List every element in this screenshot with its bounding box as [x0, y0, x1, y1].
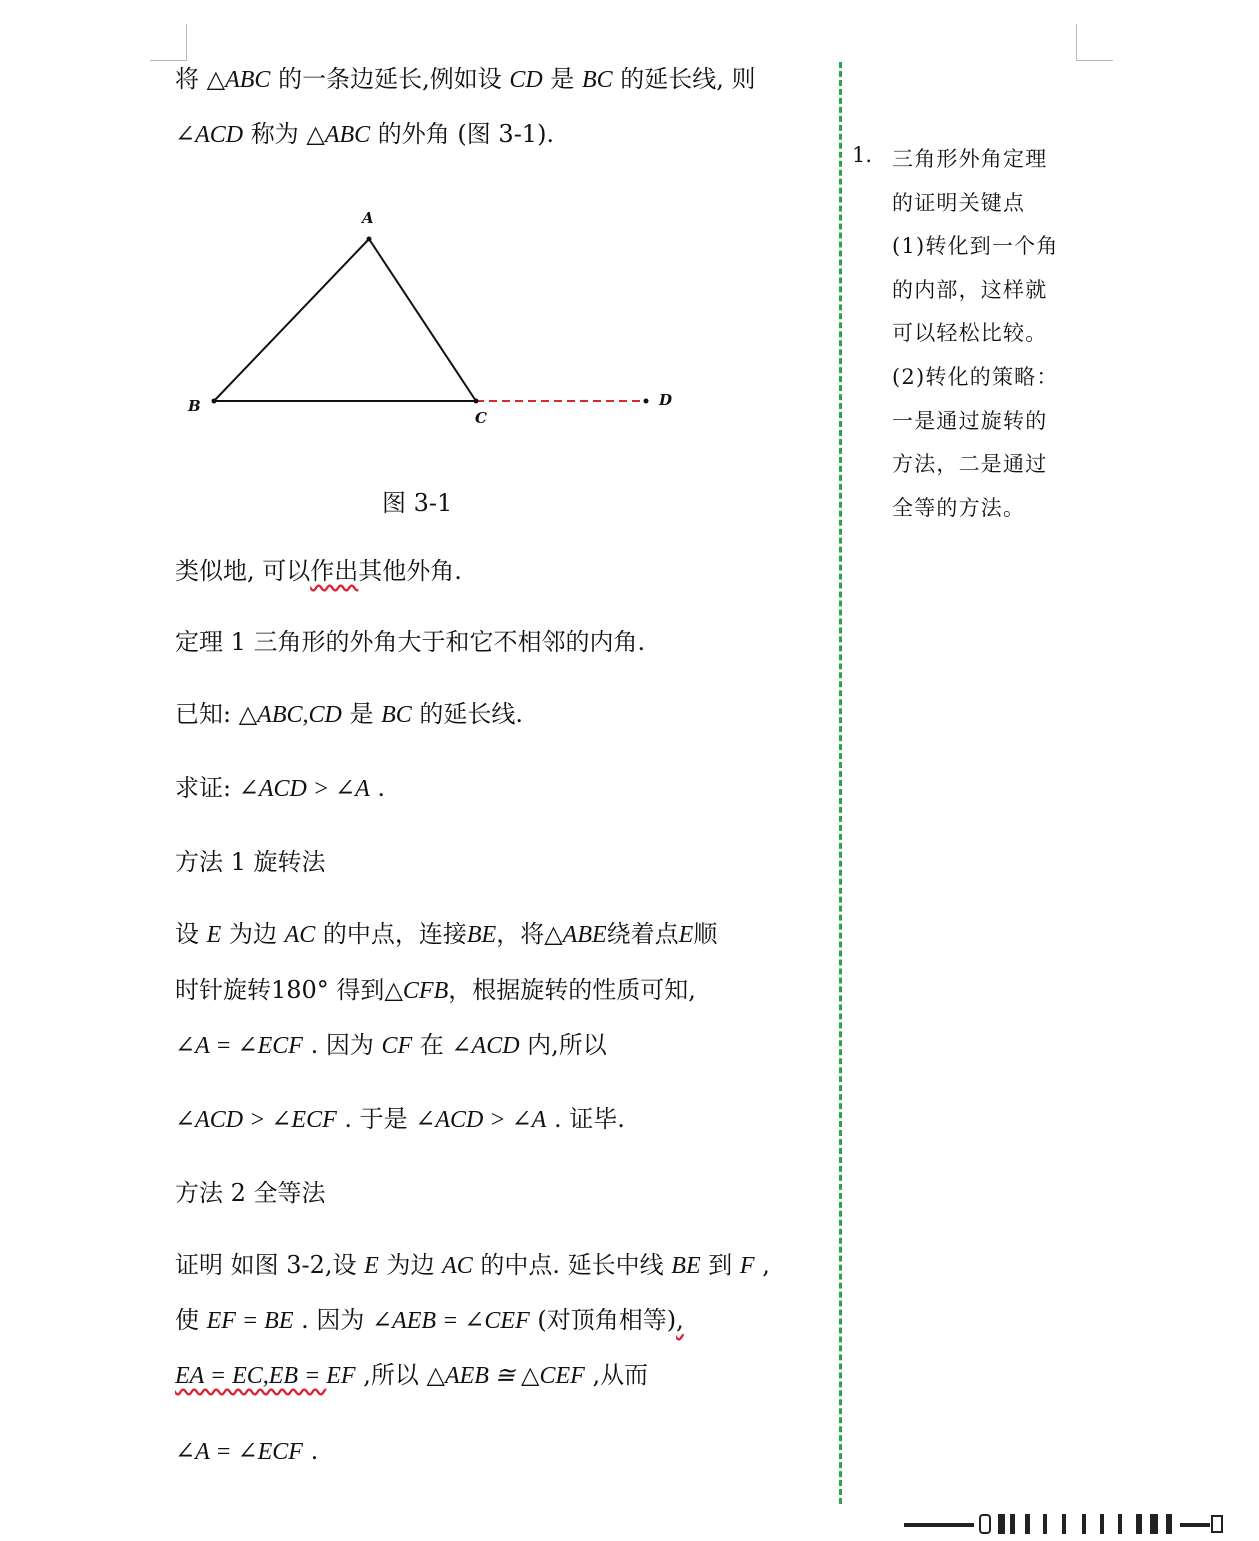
note-line: 方法，二是通过	[892, 452, 1048, 477]
margin-note	[892, 138, 1064, 530]
note-line: 三角形外角定理	[892, 147, 1048, 171]
method-2-title: 方法 2 全等法	[175, 1179, 326, 1207]
method-2-line-3: EA = EC,EB = EF ,所以 △AEB ≅ △CEF ,从而	[175, 1361, 649, 1389]
prove-statement: 求证: ∠ACD > ∠A .	[175, 774, 386, 802]
method-1-line-4: ∠ACD > ∠ECF . 于是 ∠ACD > ∠A . 证毕.	[175, 1105, 625, 1133]
note-line: 的证明关键点	[892, 190, 1026, 215]
note-line: 可以轻松比较。	[892, 321, 1048, 346]
crop-mark-top-left	[150, 24, 187, 61]
paragraph-similar: 类似地, 可以作出其他外角.	[175, 557, 462, 585]
method-2-line-1: 证明 如图 3-2,设 E 为边 AC 的中点. 延长中线 BE 到 F ,	[175, 1251, 770, 1279]
side-ab	[214, 239, 369, 401]
note-number: 1.	[852, 143, 873, 167]
label-c: C	[475, 409, 487, 427]
note-line: (1)转化到一个角	[892, 234, 1059, 259]
method-1-line-2: 时针旋转180° 得到△CFB，根据旋转的性质可知,	[175, 976, 696, 1004]
point-b-dot	[212, 399, 217, 404]
given-statement: 已知: △ABC,CD 是 BC 的延长线.	[175, 700, 524, 728]
crop-mark-top-right	[1076, 24, 1113, 61]
figure-caption: 图 3-1	[382, 489, 453, 517]
paragraph-definition-1: 将 △ABC 的一条边延长,例如设 CD 是 BC 的延长线, 则	[175, 65, 756, 93]
method-2-line-4: ∠A = ∠ECF .	[175, 1437, 319, 1465]
method-1-line-1: 设 E 为边 AC 的中点，连接BE，将△ABE绕着点E顺	[175, 920, 718, 948]
method-1-line-3: ∠A = ∠ECF . 因为 CF 在 ∠ACD 内,所以	[175, 1031, 607, 1059]
method-2-line-2: 使 EF = BE . 因为 ∠AEB = ∠CEF (对顶角相等),	[175, 1306, 684, 1334]
label-a: A	[362, 209, 374, 227]
note-line: 一是通过旋转的	[892, 408, 1048, 433]
point-c-dot	[474, 399, 479, 404]
label-d: D	[659, 391, 673, 409]
figure-3-1	[170, 195, 710, 440]
note-line: 的内部，这样就	[892, 277, 1048, 302]
point-a-dot	[367, 237, 372, 242]
margin-divider	[839, 62, 842, 1504]
watermark-fragment	[900, 1512, 1230, 1538]
note-line: 全等的方法。	[892, 495, 1026, 520]
label-b: B	[188, 397, 201, 415]
point-d-dot	[644, 399, 649, 404]
paragraph-definition-2: ∠ACD 称为 △ABC 的外角 (图 3-1).	[175, 120, 555, 148]
side-ac	[369, 239, 476, 401]
theorem-1: 定理 1 三角形的外角大于和它不相邻的内角.	[175, 628, 646, 656]
note-line: (2)转化的策略：	[892, 364, 1059, 389]
method-1-title: 方法 1 旋转法	[175, 848, 326, 876]
